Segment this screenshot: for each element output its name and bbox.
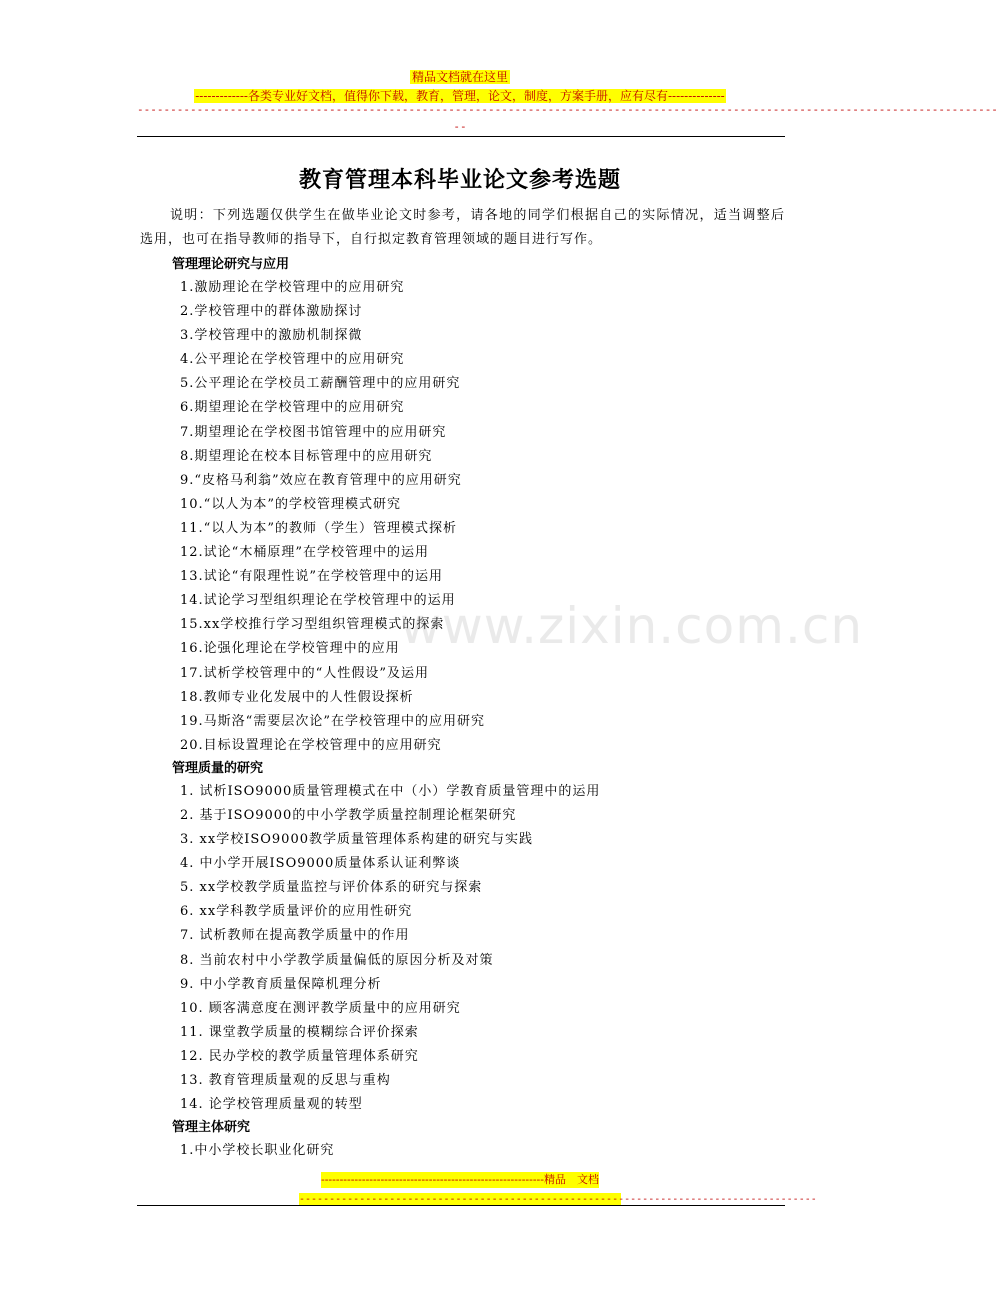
topic-item: 13. 教育管理质量观的反思与重构 [180,1073,391,1088]
topic-item: 1. 试析ISO9000质量管理模式在中（小）学教育质量管理中的运用 [180,783,601,799]
document-title: 教育管理本科毕业论文参考选题 [298,168,621,193]
topic-list [172,254,785,1163]
topic-item: 14. 论学校管理质量观的转型 [180,1097,363,1113]
footer-highlight-wrap [0,1168,920,1188]
topic-item: 9.“皮格马利翁”效应在教育管理中的应用研究 [180,472,462,488]
topic-item: 1.激励理论在学校管理中的应用研究 [180,280,405,295]
topic-items [172,780,785,1117]
topic-item: 12.试论“木桶原理”在学校管理中的运用 [180,545,429,561]
topic-item: 10. 顾客满意度在测评教学质量中的应用研究 [180,1000,461,1016]
topic-item: 4.公平理论在学校管理中的应用研究 [180,352,405,368]
topic-item: 5. xx学校教学质量监控与评价体系的研究与探索 [180,880,483,896]
topic-item: 2. 基于ISO9000的中小学教学质量控制理论框架研究 [180,807,517,823]
topic-item: 11.“以人为本”的教师（学生）管理模式探析 [180,520,457,536]
topic-item: 18.教师专业化发展中的人性假设探析 [180,689,414,705]
header-top-label-wrap [0,66,920,85]
site-watermark: www.zixin.com.cn [400,597,864,655]
footer-highlight: ------------------------------------------------------------精品 文档 [320,1173,599,1186]
footer-dash-wrap [0,1187,920,1206]
topic-item: 6.期望理论在学校管理中的应用研究 [180,400,405,416]
topic-item: 1.中小学校长职业化研究 [180,1143,335,1159]
section-heading: 管理主体研究 [172,1120,251,1136]
topic-items [172,276,785,758]
topic-item: 8.期望理论在校本目标管理中的应用研究 [180,448,433,464]
section-management-theory [172,254,785,758]
topic-item: 6. xx学科教学质量评价的应用性研究 [180,904,413,920]
section-heading: 管理理论研究与应用 [172,257,290,272]
topic-item: 7.期望理论在学校图书馆管理中的应用研究 [180,424,447,440]
topic-item: 11. 课堂教学质量的模糊综合评价探索 [180,1024,419,1040]
topic-item: 4. 中小学开展ISO9000质量体系认证利弊谈 [180,856,461,872]
header-dash-tail: -- [453,120,467,133]
footer-dash-line: -------------------------------------------------------------------------------------- [299,1194,817,1205]
topic-item: 10.“以人为本”的学校管理模式研究 [180,496,401,512]
header-divider [137,136,785,137]
topic-item: 12. 民办学校的教学质量管理体系研究 [180,1048,419,1064]
header-tagline-wrap [0,85,920,104]
section-management-quality [172,758,785,1117]
topic-item: 15.xx学校推行学习型组织管理模式的探索 [180,617,445,633]
topic-item: 20.目标设置理论在学校管理中的应用研究 [180,737,442,753]
intro-paragraph: 说明：下列选题仅供学生在做毕业论文时参考，请各地的同学们根据自己的实际情况，适当调整后选用，也可在指导教师的指导下，自行拟定教育管理领域的题目进行写作。 [140,208,785,247]
header-tagline: -------------各类专业好文档，值得你下载，教育，管理，论文，制度，方案手册，应有尽有-------------- [195,89,725,103]
topic-item: 17.试析学校管理中的“人性假设”及运用 [180,665,429,681]
topic-item: 13.试论“有限理性说”在学校管理中的运用 [180,569,443,585]
topic-item: 14.试论学习型组织理论在学校管理中的运用 [180,593,456,609]
topic-item: 3.学校管理中的激励机制探微 [180,328,363,344]
section-heading: 管理质量的研究 [172,760,264,776]
topic-item: 5.公平理论在学校员工薪酬管理中的应用研究 [180,376,461,392]
topic-item: 9. 中小学教育质量保障机理分析 [180,976,382,992]
header-top-label: 精品文档就在这里 [411,70,508,84]
topic-item: 8. 当前农村中小学教学质量偏低的原因分析及对策 [180,952,494,968]
topic-item: 16.论强化理论在学校管理中的应用 [180,641,400,657]
topic-item: 3. xx学校ISO9000教学质量管理体系构建的研究与实践 [180,832,533,848]
header-dash-line: ---------------------------------------------------------------------------------------------------------------------------------- [137,103,998,116]
section-management-subject [172,1117,785,1163]
topic-item: 19.马斯洛“需要层次论”在学校管理中的应用研究 [180,713,485,729]
footer-divider [137,1205,785,1206]
topic-item: 7. 试析教师在提高教学质量中的作用 [180,928,410,944]
topic-item: 2.学校管理中的群体激励探讨 [180,304,363,320]
topic-items [172,1139,785,1163]
